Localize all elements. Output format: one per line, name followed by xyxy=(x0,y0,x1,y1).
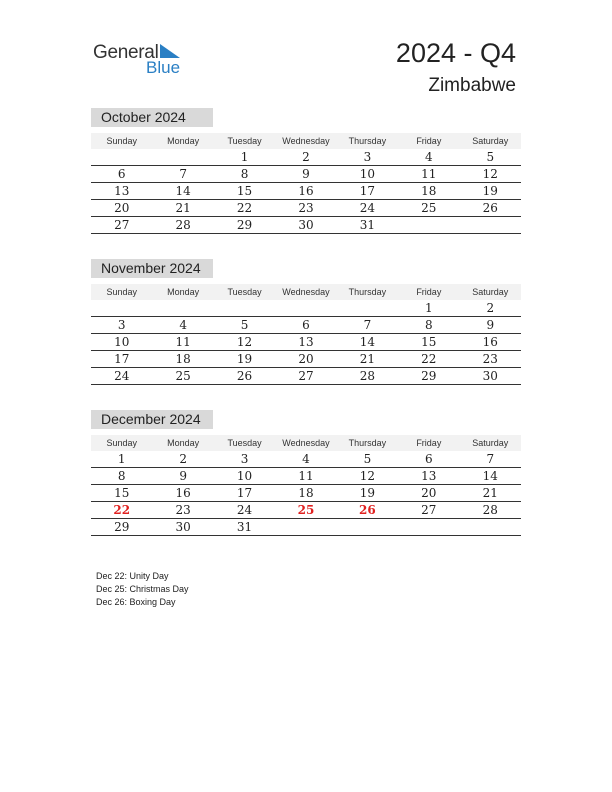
day-cell: 19 xyxy=(337,485,398,502)
day-cell: 23 xyxy=(460,351,521,368)
empty-day-cell xyxy=(152,149,213,166)
weekday-header-row xyxy=(91,133,521,149)
day-cell: 13 xyxy=(398,468,459,485)
weekday-header: Friday xyxy=(398,435,459,451)
calendar-grid xyxy=(91,284,521,385)
day-cell: 24 xyxy=(337,200,398,217)
day-cell: 17 xyxy=(91,351,152,368)
week-row xyxy=(91,317,521,334)
country-name: Zimbabwe xyxy=(428,75,516,96)
day-cell: 16 xyxy=(460,334,521,351)
day-cell: 8 xyxy=(91,468,152,485)
day-cell: 12 xyxy=(460,166,521,183)
weekday-header: Thursday xyxy=(337,435,398,451)
day-cell: 30 xyxy=(152,519,213,536)
day-cell: 9 xyxy=(152,468,213,485)
day-cell: 15 xyxy=(398,334,459,351)
day-cell: 5 xyxy=(214,317,275,334)
empty-day-cell xyxy=(460,217,521,234)
week-row xyxy=(91,468,521,485)
day-cell: 26 xyxy=(337,502,398,519)
day-cell: 11 xyxy=(398,166,459,183)
day-cell: 2 xyxy=(275,149,336,166)
day-cell: 26 xyxy=(214,368,275,385)
day-cell: 8 xyxy=(398,317,459,334)
day-cell: 23 xyxy=(275,200,336,217)
day-cell: 27 xyxy=(91,217,152,234)
month-november xyxy=(91,259,521,385)
holiday-note: Dec 25: Christmas Day xyxy=(96,584,189,594)
empty-day-cell xyxy=(152,300,213,317)
day-cell: 21 xyxy=(337,351,398,368)
day-cell: 29 xyxy=(398,368,459,385)
week-row xyxy=(91,451,521,468)
day-cell: 15 xyxy=(214,183,275,200)
day-cell: 22 xyxy=(398,351,459,368)
week-row xyxy=(91,519,521,536)
day-cell: 21 xyxy=(152,200,213,217)
day-cell: 6 xyxy=(91,166,152,183)
weekday-header: Sunday xyxy=(91,435,152,451)
weekday-header: Wednesday xyxy=(275,284,336,300)
day-cell: 16 xyxy=(275,183,336,200)
weekday-header: Wednesday xyxy=(275,435,336,451)
logo-text-general: General xyxy=(93,42,159,63)
empty-day-cell xyxy=(91,300,152,317)
day-cell: 28 xyxy=(152,217,213,234)
day-cell: 29 xyxy=(91,519,152,536)
day-cell: 4 xyxy=(275,451,336,468)
day-cell: 1 xyxy=(91,451,152,468)
weekday-header: Monday xyxy=(152,133,213,149)
holiday-notes xyxy=(96,570,189,609)
day-cell: 14 xyxy=(460,468,521,485)
day-cell: 13 xyxy=(275,334,336,351)
day-cell: 6 xyxy=(275,317,336,334)
day-cell: 24 xyxy=(91,368,152,385)
week-row xyxy=(91,351,521,368)
weekday-header: Saturday xyxy=(460,133,521,149)
weekday-header-row xyxy=(91,435,521,451)
day-cell: 25 xyxy=(275,502,336,519)
weekday-header: Sunday xyxy=(91,133,152,149)
week-row xyxy=(91,149,521,166)
day-cell: 19 xyxy=(460,183,521,200)
generalblue-logo xyxy=(93,40,193,80)
day-cell: 19 xyxy=(214,351,275,368)
day-cell: 7 xyxy=(337,317,398,334)
weekday-header: Friday xyxy=(398,133,459,149)
day-cell: 13 xyxy=(91,183,152,200)
day-cell: 8 xyxy=(214,166,275,183)
day-cell: 11 xyxy=(152,334,213,351)
weekday-header: Tuesday xyxy=(214,284,275,300)
week-row xyxy=(91,217,521,234)
day-cell: 17 xyxy=(337,183,398,200)
week-row xyxy=(91,334,521,351)
week-row xyxy=(91,183,521,200)
week-row xyxy=(91,502,521,519)
holiday-note: Dec 22: Unity Day xyxy=(96,571,169,581)
day-cell: 3 xyxy=(337,149,398,166)
week-row xyxy=(91,485,521,502)
day-cell: 4 xyxy=(398,149,459,166)
day-cell: 20 xyxy=(275,351,336,368)
weekday-header: Sunday xyxy=(91,284,152,300)
day-cell: 24 xyxy=(214,502,275,519)
day-cell: 10 xyxy=(337,166,398,183)
week-row xyxy=(91,368,521,385)
day-cell: 18 xyxy=(275,485,336,502)
day-cell: 9 xyxy=(460,317,521,334)
day-cell: 2 xyxy=(460,300,521,317)
empty-day-cell xyxy=(398,217,459,234)
empty-day-cell xyxy=(337,300,398,317)
holiday-note: Dec 26: Boxing Day xyxy=(96,597,176,607)
day-cell: 1 xyxy=(214,149,275,166)
page-title: 2024 - Q4 xyxy=(395,38,516,68)
day-cell: 20 xyxy=(91,200,152,217)
day-cell: 20 xyxy=(398,485,459,502)
day-cell: 21 xyxy=(460,485,521,502)
weekday-header: Wednesday xyxy=(275,133,336,149)
day-cell: 7 xyxy=(152,166,213,183)
day-cell: 16 xyxy=(152,485,213,502)
empty-day-cell xyxy=(398,519,459,536)
weekday-header: Thursday xyxy=(337,284,398,300)
day-cell: 30 xyxy=(275,217,336,234)
day-cell: 5 xyxy=(337,451,398,468)
empty-day-cell xyxy=(460,519,521,536)
empty-day-cell xyxy=(275,519,336,536)
empty-day-cell xyxy=(91,149,152,166)
weekday-header: Saturday xyxy=(460,284,521,300)
weekday-header: Monday xyxy=(152,284,213,300)
day-cell: 22 xyxy=(214,200,275,217)
day-cell: 3 xyxy=(91,317,152,334)
day-cell: 31 xyxy=(214,519,275,536)
day-cell: 9 xyxy=(275,166,336,183)
day-cell: 29 xyxy=(214,217,275,234)
month-december xyxy=(91,410,521,536)
day-cell: 10 xyxy=(91,334,152,351)
empty-day-cell xyxy=(214,300,275,317)
day-cell: 31 xyxy=(337,217,398,234)
day-cell: 11 xyxy=(275,468,336,485)
day-cell: 14 xyxy=(337,334,398,351)
day-cell: 22 xyxy=(91,502,152,519)
day-cell: 15 xyxy=(91,485,152,502)
day-cell: 7 xyxy=(460,451,521,468)
weekday-header-row xyxy=(91,284,521,300)
logo-text-blue: Blue xyxy=(146,58,181,77)
month-label: November 2024 xyxy=(91,259,213,278)
day-cell: 14 xyxy=(152,183,213,200)
week-row xyxy=(91,300,521,317)
weekday-header: Tuesday xyxy=(214,435,275,451)
week-row xyxy=(91,166,521,183)
week-row xyxy=(91,200,521,217)
day-cell: 25 xyxy=(398,200,459,217)
month-label: October 2024 xyxy=(91,108,213,127)
day-cell: 10 xyxy=(214,468,275,485)
day-cell: 28 xyxy=(460,502,521,519)
day-cell: 6 xyxy=(398,451,459,468)
calendar-grid xyxy=(91,133,521,234)
day-cell: 3 xyxy=(214,451,275,468)
day-cell: 27 xyxy=(398,502,459,519)
day-cell: 12 xyxy=(214,334,275,351)
empty-day-cell xyxy=(275,300,336,317)
weekday-header: Monday xyxy=(152,435,213,451)
day-cell: 23 xyxy=(152,502,213,519)
day-cell: 4 xyxy=(152,317,213,334)
day-cell: 1 xyxy=(398,300,459,317)
weekday-header: Friday xyxy=(398,284,459,300)
day-cell: 26 xyxy=(460,200,521,217)
empty-day-cell xyxy=(337,519,398,536)
day-cell: 28 xyxy=(337,368,398,385)
day-cell: 27 xyxy=(275,368,336,385)
weekday-header: Saturday xyxy=(460,435,521,451)
weekday-header: Tuesday xyxy=(214,133,275,149)
day-cell: 5 xyxy=(460,149,521,166)
day-cell: 30 xyxy=(460,368,521,385)
day-cell: 18 xyxy=(152,351,213,368)
month-october xyxy=(91,108,521,234)
day-cell: 18 xyxy=(398,183,459,200)
day-cell: 17 xyxy=(214,485,275,502)
weekday-header: Thursday xyxy=(337,133,398,149)
calendar-grid xyxy=(91,435,521,536)
day-cell: 2 xyxy=(152,451,213,468)
day-cell: 25 xyxy=(152,368,213,385)
month-label: December 2024 xyxy=(91,410,213,429)
day-cell: 12 xyxy=(337,468,398,485)
